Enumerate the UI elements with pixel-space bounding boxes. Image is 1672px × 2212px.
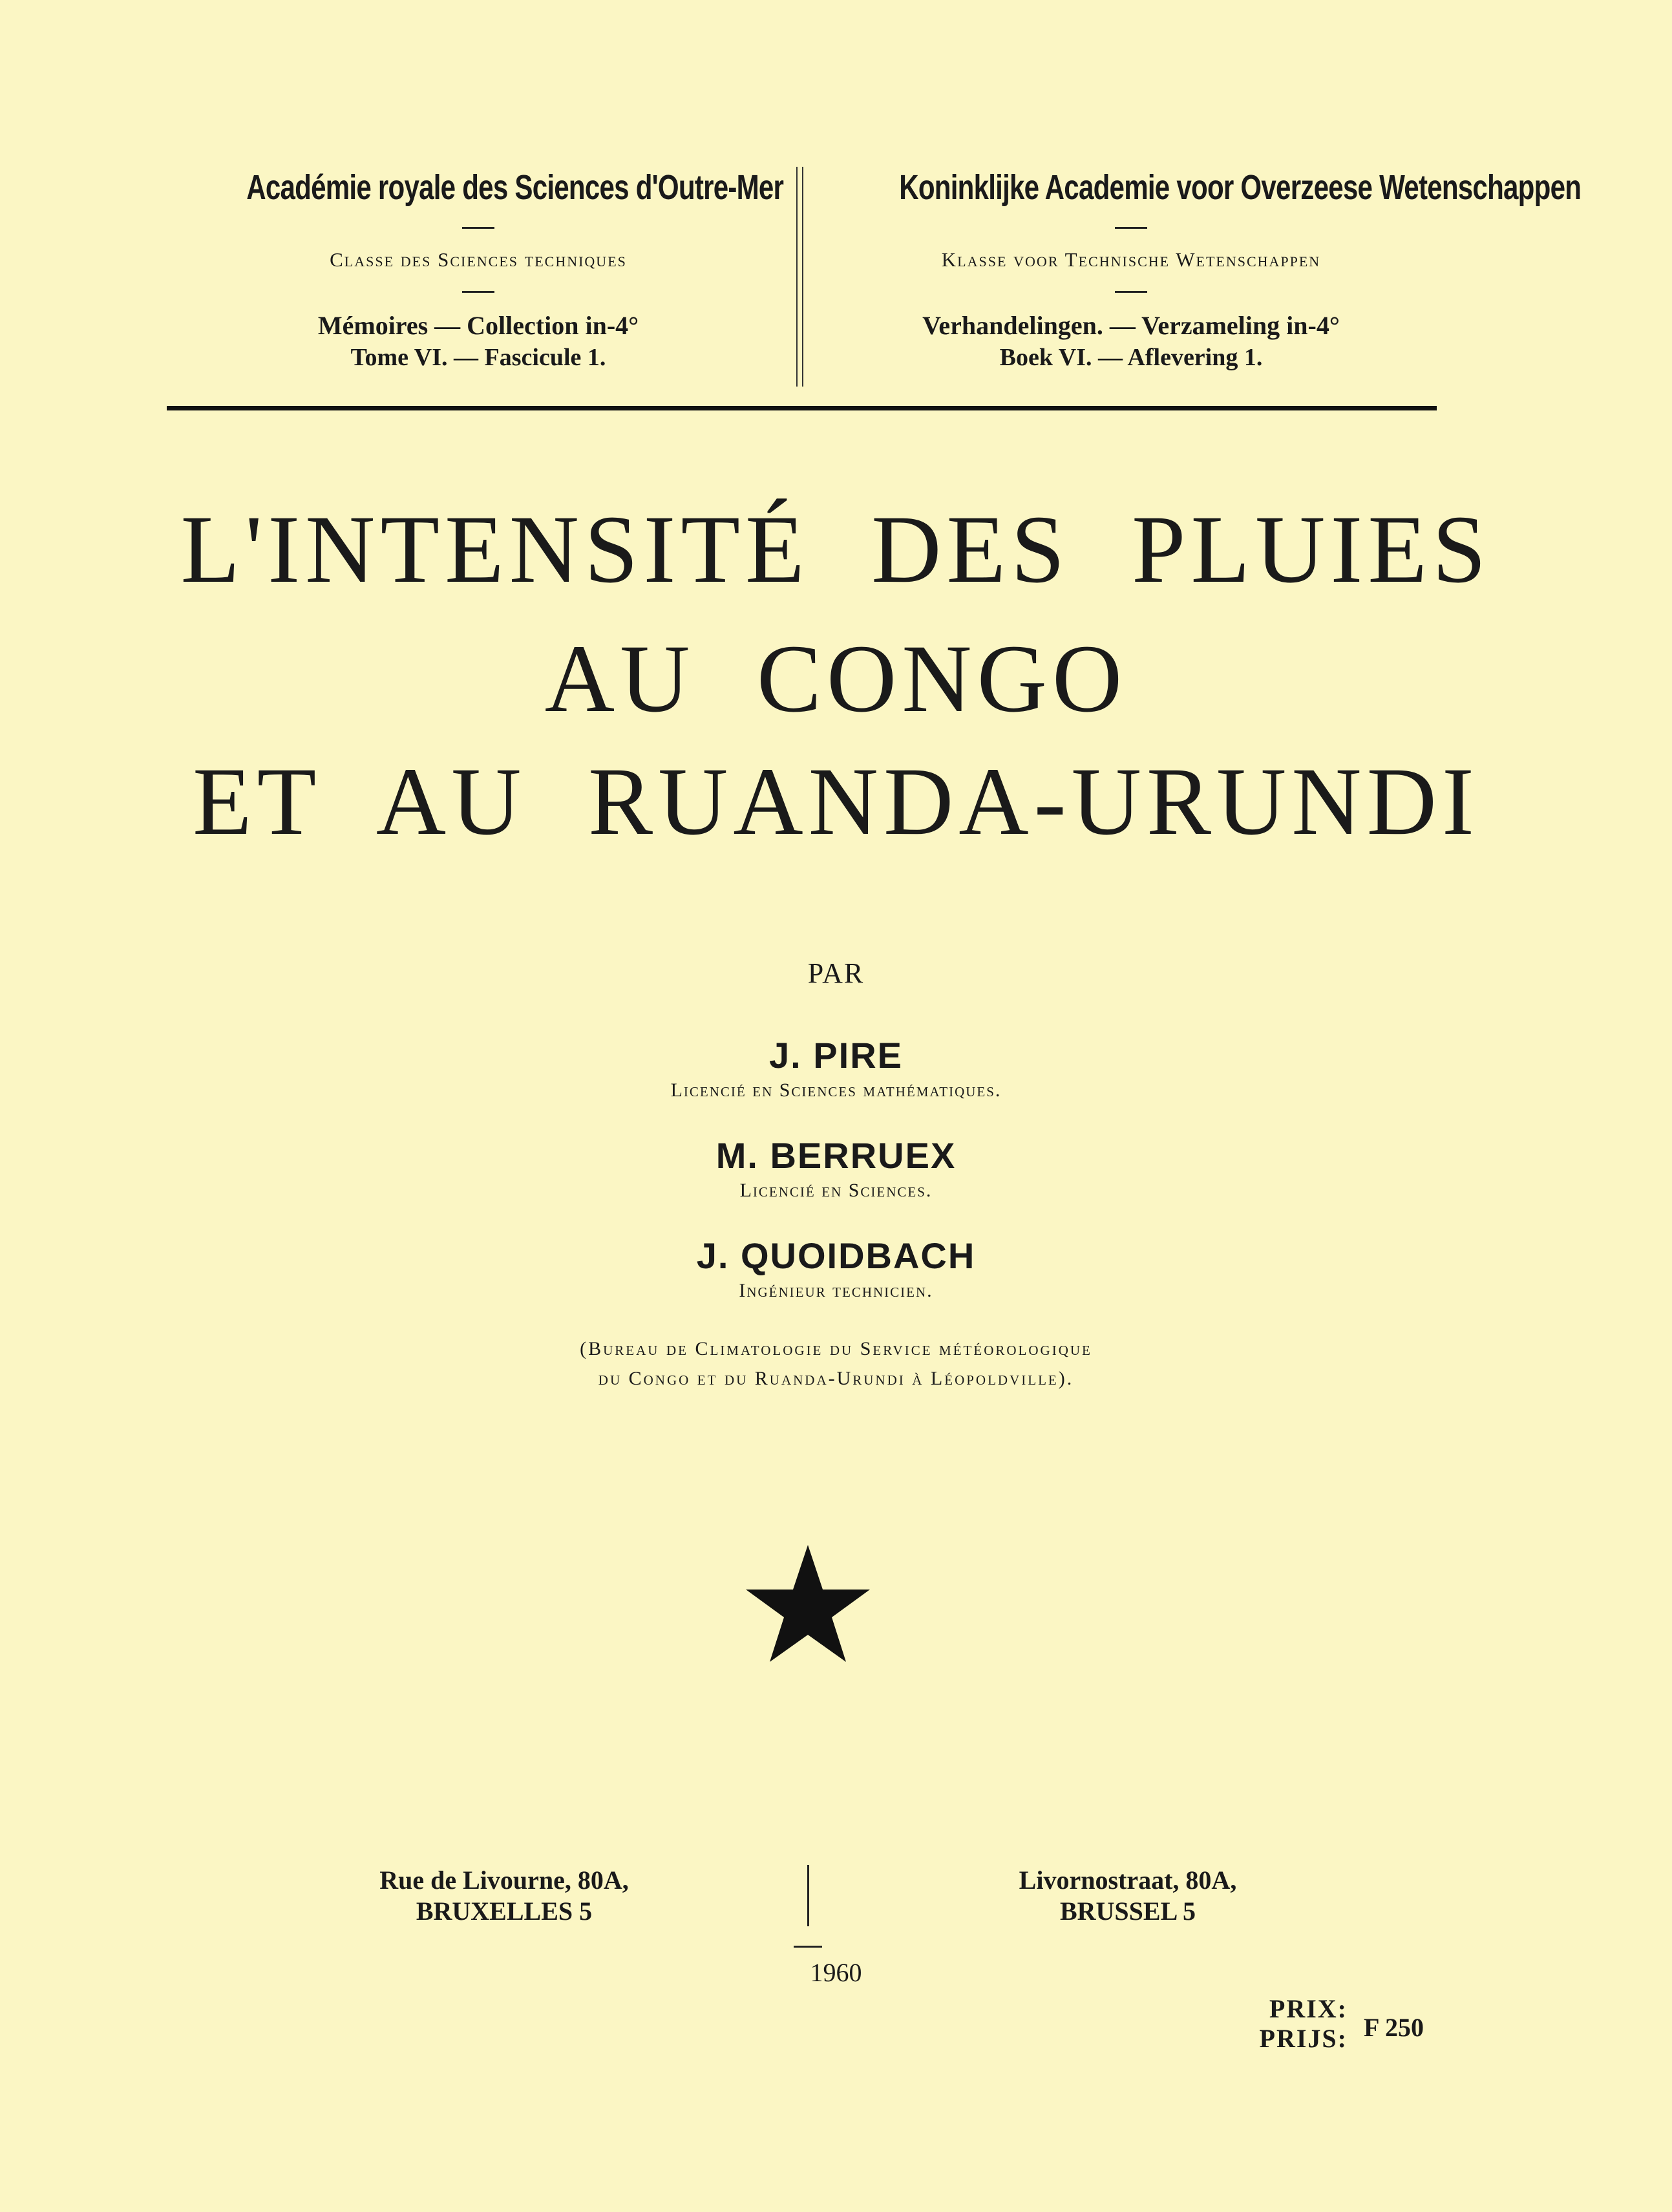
footer-divider — [807, 1865, 809, 1926]
author-qualification: Ingénieur technicien. — [739, 1280, 933, 1301]
price-labels — [1234, 1994, 1348, 2054]
star-icon — [743, 1542, 873, 1664]
price-label-nl: PRIJS: — [1259, 2024, 1348, 2053]
author-name: M. BERRUEX — [715, 1135, 957, 1176]
header-column-divider — [796, 167, 803, 387]
title-line-3: ET AU RUANDA-URUNDI — [193, 748, 1479, 855]
author-qualification: Licencié en Sciences. — [739, 1180, 933, 1201]
academy-name-fr: Académie royale des Sciences d'Outre-Mer — [246, 168, 784, 207]
header-rule — [167, 406, 1437, 410]
footer-dash — [794, 1946, 822, 1948]
affiliation-line-2: du Congo et du Ruanda-Urundi à Léopoldville). — [598, 1368, 1074, 1389]
academy-name-nl: Koninklijke Academie voor Overzeese Wetenschappen — [899, 168, 1582, 207]
address-fr — [278, 1865, 730, 1927]
author-qualification: Licencié en Sciences mathématiques. — [670, 1079, 1002, 1101]
price-value: F 250 — [1364, 2013, 1424, 2042]
by-label: PAR — [807, 957, 865, 989]
class-name-nl: Klasse voor Technische Wetenschappen — [941, 248, 1321, 271]
price-label-fr: PRIX: — [1269, 1994, 1348, 2023]
title-line-1: L'INTENSITÉ DES PLUIES — [180, 496, 1492, 603]
collection-nl: Verhandelingen. — Verzameling in-4° — [922, 311, 1340, 340]
address-city-nl: BRUSSEL 5 — [1059, 1897, 1196, 1926]
header-left-column — [181, 165, 784, 373]
address-city-fr: BRUXELLES 5 — [416, 1897, 593, 1926]
divider-dash — [1115, 291, 1147, 293]
divider-dash — [462, 227, 494, 229]
affiliation-line-1: (Bureau de Climatologie du Service météorologique — [580, 1338, 1092, 1359]
class-name-fr: Classe des Sciences techniques — [330, 248, 627, 271]
address-street-nl: Livornostraat, 80A, — [1019, 1866, 1237, 1895]
volume-fr: Tome VI. — Fascicule 1. — [350, 344, 606, 371]
publication-year: 1960 — [810, 1958, 862, 1987]
collection-fr: Mémoires — Collection in-4° — [317, 311, 639, 340]
address-street-fr: Rue de Livourne, 80A, — [379, 1866, 629, 1895]
author-name: J. PIRE — [769, 1035, 903, 1076]
author-name: J. QUOIDBACH — [696, 1235, 976, 1276]
header-right-column — [834, 165, 1582, 373]
title-line-2: AU CONGO — [544, 625, 1128, 732]
volume-nl: Boek VI. — Aflevering 1. — [999, 344, 1263, 371]
divider-dash — [462, 291, 494, 293]
divider-dash — [1115, 227, 1147, 229]
address-nl — [902, 1865, 1354, 1927]
